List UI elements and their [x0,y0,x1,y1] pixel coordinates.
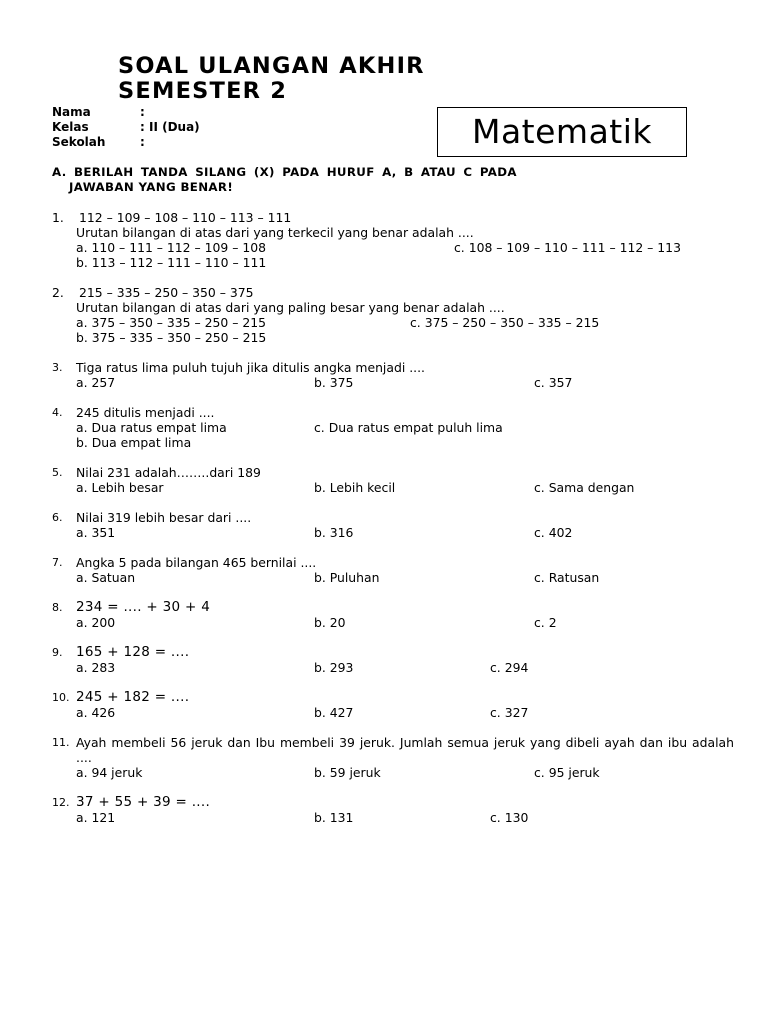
option-b[interactable]: b. 59 jeruk [314,765,381,780]
instruction [52,165,652,195]
option-c[interactable]: c. 95 jeruk [534,765,600,780]
question-text: Tiga ratus lima puluh tujuh jika ditulis angka menjadi .... [76,360,425,375]
title-line-1: SOAL ULANGAN AKHIR [118,53,425,79]
question-text: 245 + 182 = .... [76,689,190,705]
option-a[interactable]: a. 94 jeruk [76,765,143,780]
option-c[interactable]: c. 402 [534,525,573,540]
question-subtext: Urutan bilangan di atas dari yang paling besar yang benar adalah .... [76,300,505,315]
option-c[interactable]: c. Dua ratus empat puluh lima [314,420,503,435]
question-number: 9. [52,646,63,659]
question-1 [52,210,722,270]
question-subtext: Urutan bilangan di atas dari yang terkecil yang benar adalah .... [76,225,474,240]
question-3 [52,360,722,390]
question-text: 234 = .... + 30 + 4 [76,599,211,615]
question-number: 5. [52,466,63,479]
kelas-label: Kelas [52,120,89,134]
nama-label: Nama [52,105,91,119]
option-b[interactable]: b. 375 [314,375,354,390]
option-b[interactable]: b. 375 – 335 – 350 – 250 – 215 [76,330,267,345]
option-c[interactable]: c. 108 – 109 – 110 – 111 – 112 – 113 [454,240,681,255]
option-a[interactable]: a. 121 [76,810,116,825]
option-c[interactable]: c. 2 [534,615,557,630]
question-2 [52,285,722,345]
question-text: 215 – 335 – 250 – 350 – 375 [79,285,254,300]
question-number: 1. [52,210,64,225]
option-a[interactable]: a. 200 [76,615,116,630]
option-b[interactable]: b. Dua empat lima [76,435,192,450]
question-text: Nilai 319 lebih besar dari .... [76,510,252,525]
question-number: 7. [52,556,63,569]
option-c[interactable]: c. 375 – 250 – 350 – 335 – 215 [410,315,600,330]
question-number: 3. [52,361,63,374]
question-4 [52,405,722,450]
question-11 [52,735,734,780]
option-c[interactable]: c. Sama dengan [534,480,635,495]
option-a[interactable]: a. Dua ratus empat lima [76,420,227,435]
option-a[interactable]: a. 257 [76,375,116,390]
question-text: 112 – 109 – 108 – 110 – 113 – 111 [79,210,292,225]
option-b[interactable]: b. 427 [314,705,354,720]
nama-value: : [140,105,145,119]
question-9 [52,645,722,675]
option-a[interactable]: a. Satuan [76,570,136,585]
sekolah-row [52,135,145,150]
title-line-2: SEMESTER 2 [118,78,288,104]
question-text: Ayah membeli 56 jeruk dan Ibu membeli 39 jeruk. Jumlah semua jeruk yang dibeli ayah dan ibu adalah .... [76,735,734,765]
sekolah-value: : [140,135,145,149]
option-a[interactable]: a. 426 [76,705,116,720]
question-number: 10. [52,691,70,704]
option-c[interactable]: c. 327 [490,705,529,720]
page-title [118,54,425,104]
question-number: 6. [52,511,63,524]
question-7 [52,555,722,585]
question-10 [52,690,722,720]
option-b[interactable]: b. Lebih kecil [314,480,396,495]
option-c[interactable]: c. 357 [534,375,573,390]
question-number: 12. [52,796,70,809]
option-a[interactable]: a. 283 [76,660,116,675]
question-text: 37 + 55 + 39 = .... [76,794,211,810]
instruction-line-1: A. BERILAH TANDA SILANG (X) PADA HURUF A, B ATAU C PADA [52,165,517,179]
subject-box: Matematik [437,107,687,157]
question-number: 11. [52,736,70,749]
question-6 [52,510,722,540]
question-number: 2. [52,285,64,300]
question-number: 8. [52,601,63,614]
nama-row [52,105,145,120]
option-a[interactable]: a. 110 – 111 – 112 – 109 – 108 [76,240,267,255]
question-text: Angka 5 pada bilangan 465 bernilai .... [76,555,317,570]
option-b[interactable]: b. Puluhan [314,570,380,585]
option-a[interactable]: a. 351 [76,525,116,540]
instruction-line-2: JAWABAN YANG BENAR! [69,180,234,194]
question-5 [52,465,722,495]
option-b[interactable]: b. 131 [314,810,354,825]
option-a[interactable]: a. Lebih besar [76,480,164,495]
kelas-value: : II (Dua) [140,120,200,134]
question-text: Nilai 231 adalah……..dari 189 [76,465,261,480]
question-8 [52,600,722,630]
option-c[interactable]: c. Ratusan [534,570,600,585]
question-12 [52,795,722,825]
option-a[interactable]: a. 375 – 350 – 335 – 250 – 215 [76,315,267,330]
option-b[interactable]: b. 316 [314,525,354,540]
question-text: 165 + 128 = .... [76,644,190,660]
question-number: 4. [52,406,63,419]
option-b[interactable]: b. 293 [314,660,354,675]
kelas-row [52,120,200,135]
option-c[interactable]: c. 130 [490,810,529,825]
question-text: 245 ditulis menjadi .... [76,405,215,420]
option-b[interactable]: b. 113 – 112 – 111 – 110 – 111 [76,255,267,270]
sekolah-label: Sekolah [52,135,106,149]
option-c[interactable]: c. 294 [490,660,529,675]
option-b[interactable]: b. 20 [314,615,346,630]
